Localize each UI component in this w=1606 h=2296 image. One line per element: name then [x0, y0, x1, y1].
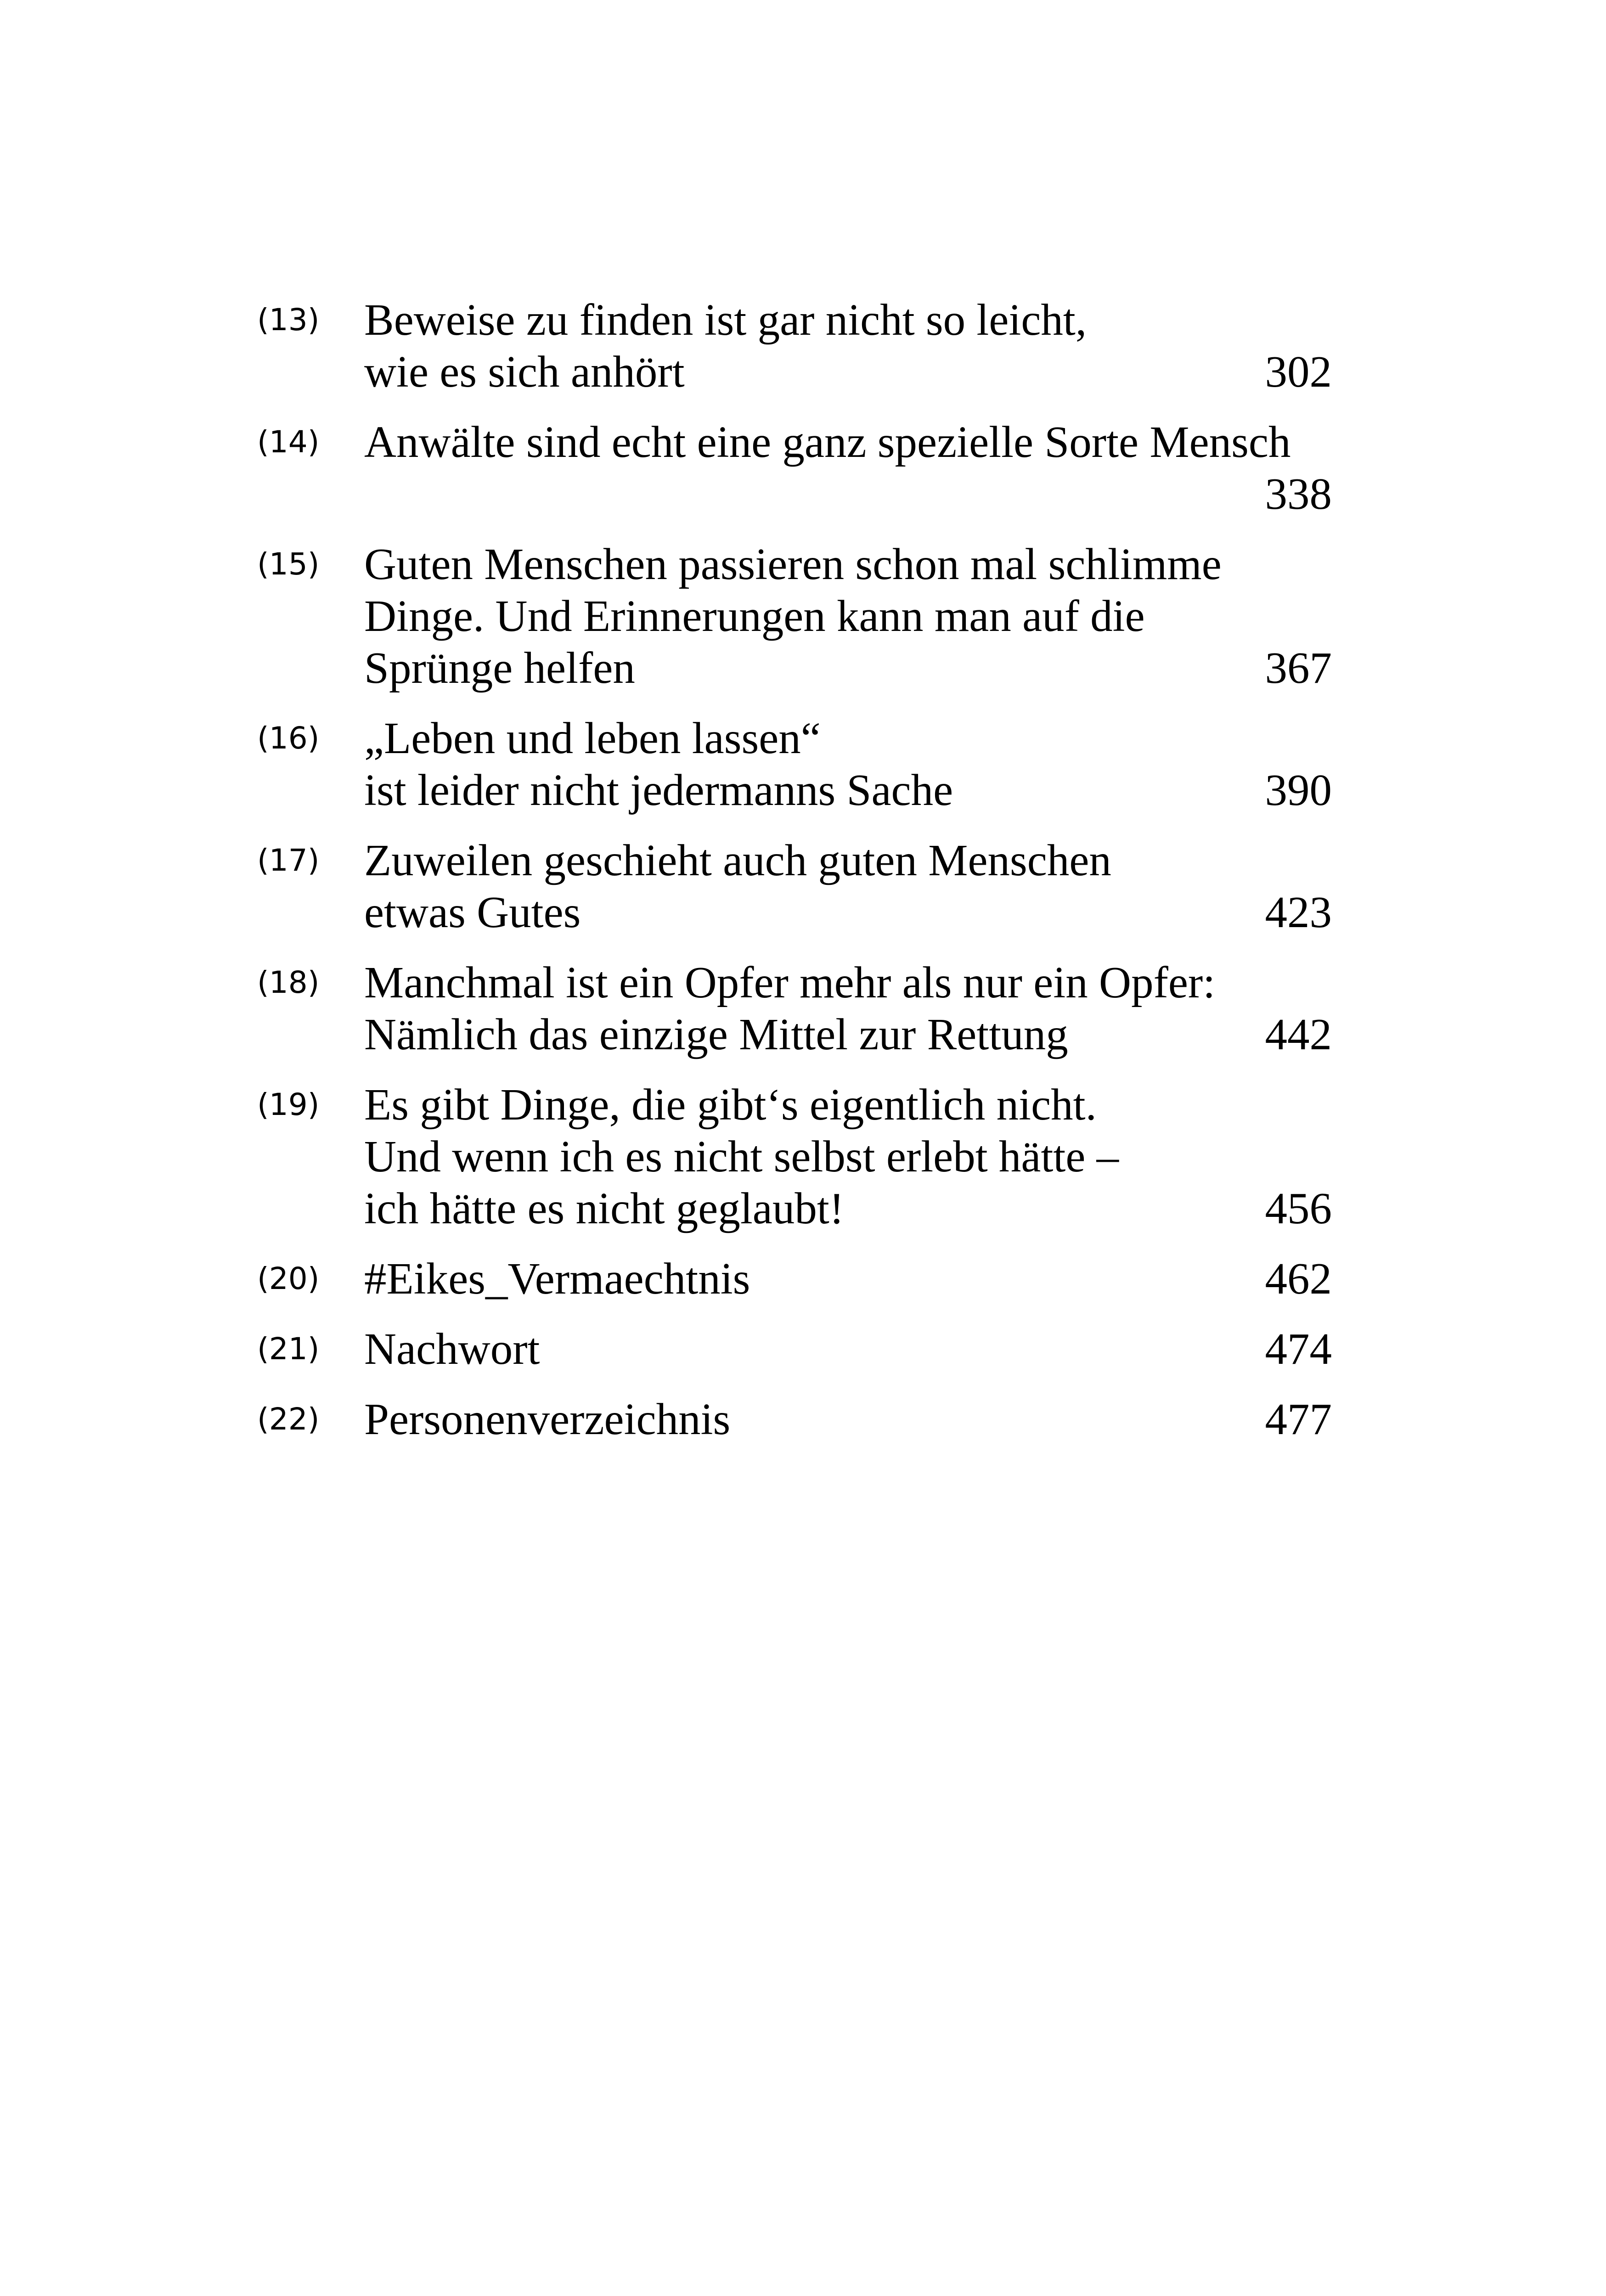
page-number: 462: [1265, 1254, 1332, 1303]
table-of-contents: [257, 294, 1332, 1463]
chapter-title-line: „Leben und leben lassen“: [364, 714, 821, 763]
chapter-title: [364, 1323, 1332, 1375]
chapter-title-line: Nämlich das einzige Mittel zur Rettung: [364, 1010, 1068, 1059]
chapter-title: [364, 294, 1332, 398]
chapter-title-line: [364, 468, 1332, 520]
chapter-title-line: Nachwort: [364, 1324, 540, 1373]
toc-entry: [257, 1253, 1332, 1305]
chapter-title-line: Es gibt Dinge, die gibt‘s eigentlich nicht.: [364, 1080, 1097, 1129]
chapter-title-line: Dinge. Und Erinnerungen kann man auf die: [364, 591, 1145, 641]
chapter-number: (14): [257, 424, 320, 460]
chapter-title: [364, 1253, 1332, 1305]
page-number: 367: [1265, 643, 1332, 692]
chapter-number: (15): [257, 546, 320, 582]
chapter-number: (17): [257, 843, 320, 878]
chapter-title-line: ist leider nicht jedermanns Sache: [364, 765, 953, 815]
toc-entry: [257, 294, 1332, 398]
toc-entry: [257, 538, 1332, 694]
toc-entry: [257, 1393, 1332, 1445]
toc-entry: [257, 1323, 1332, 1375]
chapter-title-line: wie es sich anhört: [364, 347, 685, 396]
page-number: 423: [1265, 888, 1332, 937]
chapter-title-line: Und wenn ich es nicht selbst erlebt hätte –: [364, 1132, 1119, 1181]
chapter-title-line: Personenverzeichnis: [364, 1395, 731, 1444]
chapter-title: [364, 957, 1332, 1060]
page-number: 302: [1265, 347, 1332, 396]
chapter-title-line: Guten Menschen passieren schon mal schlimme: [364, 540, 1222, 589]
chapter-title-line: Sprünge helfen: [364, 643, 635, 692]
page-number: 338: [1265, 469, 1332, 518]
chapter-title-line: etwas Gutes: [364, 888, 581, 937]
chapter-title: [364, 416, 1332, 520]
chapter-number: (20): [257, 1261, 320, 1296]
page-number: 456: [1265, 1184, 1332, 1233]
chapter-number: (19): [257, 1087, 320, 1122]
chapter-title: [364, 1393, 1332, 1445]
chapter-title-line: ich hätte es nicht geglaubt!: [364, 1184, 845, 1233]
chapter-title: [364, 712, 1332, 816]
page-number: 477: [1265, 1395, 1332, 1444]
chapter-number: (13): [257, 302, 320, 338]
chapter-number: (22): [257, 1401, 320, 1437]
chapter-title: [364, 834, 1332, 938]
chapter-title: [364, 1079, 1332, 1234]
toc-entry: [257, 834, 1332, 938]
toc-entry: [257, 712, 1332, 816]
chapter-number: (16): [257, 720, 320, 756]
page-number: 390: [1265, 765, 1332, 815]
toc-entry: [257, 957, 1332, 1060]
page-number: 442: [1265, 1010, 1332, 1059]
chapter-number: (21): [257, 1331, 320, 1367]
chapter-title: [364, 538, 1332, 694]
chapter-title-line: Beweise zu finden ist gar nicht so leicht,: [364, 295, 1087, 344]
page-number: 474: [1265, 1324, 1332, 1373]
chapter-number: (18): [257, 965, 320, 1000]
toc-entry: [257, 1079, 1332, 1234]
toc-entry: [257, 416, 1332, 520]
chapter-title-line: Zuweilen geschieht auch guten Menschen: [364, 836, 1111, 885]
chapter-title-line: #Eikes_Vermaechtnis: [364, 1254, 750, 1303]
chapter-title-line: Anwälte sind echt eine ganz spezielle Sorte Mensch: [364, 417, 1291, 467]
chapter-title-line: Manchmal ist ein Opfer mehr als nur ein Opfer:: [364, 958, 1216, 1007]
